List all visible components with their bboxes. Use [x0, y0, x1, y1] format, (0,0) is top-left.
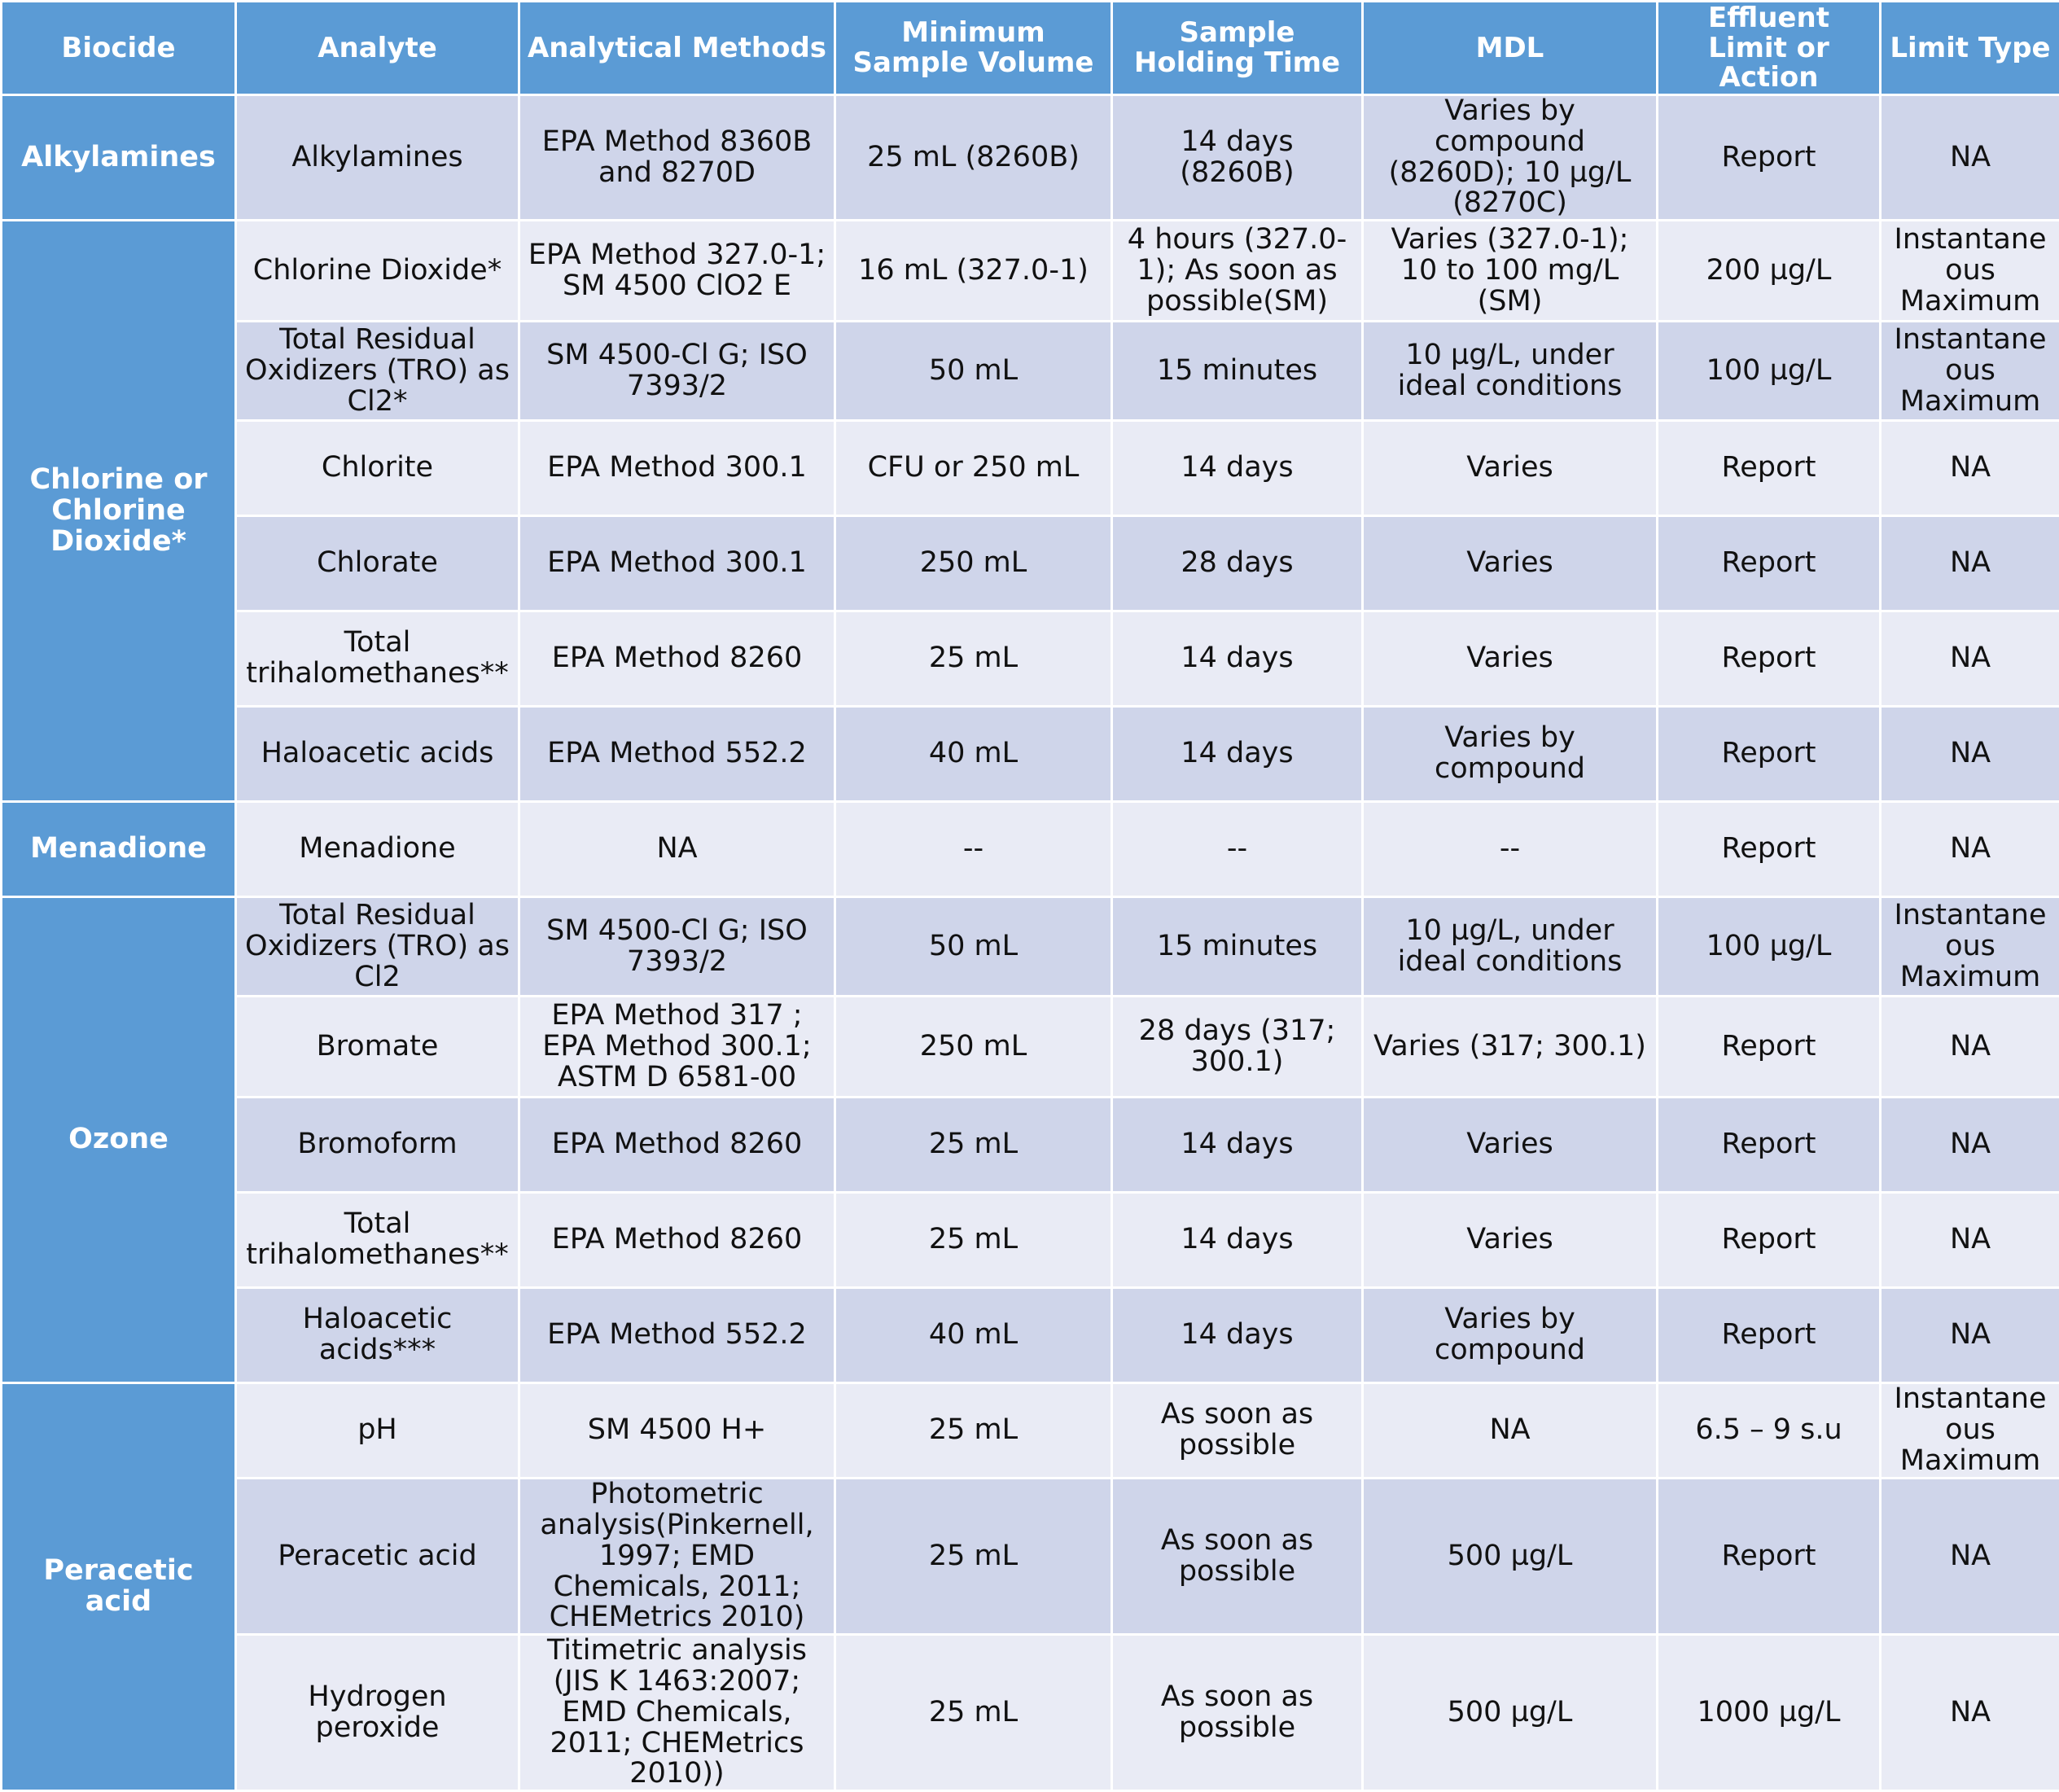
analytical-methods-cell: Titimetric analysis (JIS K 1463:2007; EMD Chemicals, 2011; CHEMetrics 2010)) — [519, 1635, 835, 1791]
header-minimum-sample-volume: Minimum Sample Volume — [835, 2, 1112, 95]
mdl-cell: 10 µg/L, under ideal conditions — [1363, 897, 1658, 997]
analytical-methods-cell: Photometric analysis(Pinkernell, 1997; EMD Chemicals, 2011; CHEMetrics 2010) — [519, 1479, 835, 1635]
effluent-limit-cell: Report — [1658, 1193, 1881, 1288]
sample-holding-time-cell: 4 hours (327.0-1); As soon as possible(SM) — [1112, 221, 1363, 322]
minimum-sample-volume-cell: CFU or 250 mL — [835, 421, 1112, 516]
analytical-methods-cell: EPA Method 552.2 — [519, 707, 835, 802]
effluent-limit-cell: 6.5 – 9 s.u — [1658, 1383, 1881, 1479]
mdl-cell: Varies (327.0-1); 10 to 100 mg/L (SM) — [1363, 221, 1658, 322]
effluent-limit-cell: 100 µg/L — [1658, 897, 1881, 997]
limit-type-cell: NA — [1881, 707, 2059, 802]
sample-holding-time-cell: 14 days — [1112, 1098, 1363, 1193]
minimum-sample-volume-cell: 25 mL — [835, 1383, 1112, 1479]
minimum-sample-volume-cell: 25 mL — [835, 1479, 1112, 1635]
sample-holding-time-cell: 28 days (317; 300.1) — [1112, 997, 1363, 1098]
effluent-limit-cell: Report — [1658, 1288, 1881, 1383]
mdl-cell: 500 µg/L — [1363, 1479, 1658, 1635]
sample-holding-time-cell: -- — [1112, 802, 1363, 897]
table-row — [2, 897, 2059, 997]
mdl-cell: Varies — [1363, 1193, 1658, 1288]
sample-holding-time-cell: 14 days — [1112, 1288, 1363, 1383]
table-row — [2, 95, 2059, 221]
minimum-sample-volume-cell: 50 mL — [835, 897, 1112, 997]
limit-type-cell: NA — [1881, 1288, 2059, 1383]
table-row — [2, 611, 2059, 707]
limit-type-cell: Instantaneous Maximum — [1881, 897, 2059, 997]
biocide-cell: Menadione — [2, 802, 236, 897]
limit-type-cell: NA — [1881, 997, 2059, 1098]
mdl-cell: Varies — [1363, 611, 1658, 707]
effluent-limit-cell: 200 µg/L — [1658, 221, 1881, 322]
analyte-cell: Chlorine Dioxide* — [236, 221, 519, 322]
minimum-sample-volume-cell: 40 mL — [835, 707, 1112, 802]
limit-type-cell: NA — [1881, 1098, 2059, 1193]
sample-holding-time-cell: 14 days (8260B) — [1112, 95, 1363, 221]
minimum-sample-volume-cell: 40 mL — [835, 1288, 1112, 1383]
analytical-methods-cell: EPA Method 327.0-1; SM 4500 ClO2 E — [519, 221, 835, 322]
sample-holding-time-cell: As soon as possible — [1112, 1383, 1363, 1479]
header-mdl: MDL — [1363, 2, 1658, 95]
mdl-cell: Varies by compound — [1363, 707, 1658, 802]
mdl-cell: Varies — [1363, 1098, 1658, 1193]
analyte-cell: Total trihalomethanes** — [236, 611, 519, 707]
sample-holding-time-cell: 15 minutes — [1112, 897, 1363, 997]
minimum-sample-volume-cell: 250 mL — [835, 997, 1112, 1098]
table-row — [2, 1635, 2059, 1791]
analytical-methods-cell: SM 4500 H+ — [519, 1383, 835, 1479]
analyte-cell: Haloacetic acids — [236, 707, 519, 802]
analyte-cell: Total Residual Oxidizers (TRO) as Cl2 — [236, 897, 519, 997]
effluent-limit-cell: Report — [1658, 802, 1881, 897]
sample-holding-time-cell: As soon as possible — [1112, 1635, 1363, 1791]
analyte-cell: Hydrogen peroxide — [236, 1635, 519, 1791]
table-row — [2, 1193, 2059, 1288]
sample-holding-time-cell: 14 days — [1112, 707, 1363, 802]
analyte-cell: Peracetic acid — [236, 1479, 519, 1635]
analyte-cell: Chlorite — [236, 421, 519, 516]
analytical-methods-cell: NA — [519, 802, 835, 897]
analyte-cell: pH — [236, 1383, 519, 1479]
limit-type-cell: NA — [1881, 516, 2059, 611]
sample-holding-time-cell: 14 days — [1112, 1193, 1363, 1288]
header-row — [2, 2, 2059, 95]
table-row — [2, 1479, 2059, 1635]
analyte-cell: Menadione — [236, 802, 519, 897]
limit-type-cell: NA — [1881, 802, 2059, 897]
biocide-cell: Chlorine or Chlorine Dioxide* — [2, 221, 236, 802]
effluent-limit-cell: Report — [1658, 707, 1881, 802]
effluent-limit-cell: 1000 µg/L — [1658, 1635, 1881, 1791]
minimum-sample-volume-cell: 25 mL — [835, 1193, 1112, 1288]
table-row — [2, 1288, 2059, 1383]
mdl-cell: Varies (317; 300.1) — [1363, 997, 1658, 1098]
analytical-methods-cell: EPA Method 8260 — [519, 1193, 835, 1288]
minimum-sample-volume-cell: 25 mL — [835, 611, 1112, 707]
table-row — [2, 322, 2059, 421]
limit-type-cell: NA — [1881, 611, 2059, 707]
effluent-limit-cell: Report — [1658, 1098, 1881, 1193]
effluent-limit-cell: Report — [1658, 95, 1881, 221]
minimum-sample-volume-cell: 25 mL — [835, 1098, 1112, 1193]
analytical-methods-cell: EPA Method 317 ; EPA Method 300.1; ASTM D 6581-00 — [519, 997, 835, 1098]
mdl-cell: Varies by compound — [1363, 1288, 1658, 1383]
analyte-cell: Total Residual Oxidizers (TRO) as Cl2* — [236, 322, 519, 421]
limit-type-cell: NA — [1881, 1193, 2059, 1288]
header-analyte: Analyte — [236, 2, 519, 95]
effluent-limit-cell: 100 µg/L — [1658, 322, 1881, 421]
analyte-cell: Bromate — [236, 997, 519, 1098]
analyte-cell: Alkylamines — [236, 95, 519, 221]
analyte-cell: Total trihalomethanes** — [236, 1193, 519, 1288]
biocide-cell: Ozone — [2, 897, 236, 1383]
analytical-methods-cell: EPA Method 300.1 — [519, 516, 835, 611]
table-row — [2, 421, 2059, 516]
header-effluent-limit: Effluent Limit or Action — [1658, 2, 1881, 95]
minimum-sample-volume-cell: 50 mL — [835, 322, 1112, 421]
table-row — [2, 802, 2059, 897]
effluent-limit-cell: Report — [1658, 1479, 1881, 1635]
minimum-sample-volume-cell: 25 mL (8260B) — [835, 95, 1112, 221]
header-limit-type: Limit Type — [1881, 2, 2059, 95]
sample-holding-time-cell: 14 days — [1112, 611, 1363, 707]
analyte-cell: Bromoform — [236, 1098, 519, 1193]
table-body — [2, 95, 2059, 1791]
table-row — [2, 221, 2059, 322]
effluent-limit-cell: Report — [1658, 516, 1881, 611]
analytical-methods-cell: EPA Method 552.2 — [519, 1288, 835, 1383]
mdl-cell: Varies by compound (8260D); 10 µg/L (8270C) — [1363, 95, 1658, 221]
header-sample-holding-time: Sample Holding Time — [1112, 2, 1363, 95]
sample-holding-time-cell: 28 days — [1112, 516, 1363, 611]
effluent-limit-cell: Report — [1658, 421, 1881, 516]
mdl-cell: NA — [1363, 1383, 1658, 1479]
limit-type-cell: NA — [1881, 1479, 2059, 1635]
analyte-cell: Chlorate — [236, 516, 519, 611]
table-row — [2, 707, 2059, 802]
table-row — [2, 1383, 2059, 1479]
analyte-cell: Haloacetic acids*** — [236, 1288, 519, 1383]
analytical-methods-cell: EPA Method 8260 — [519, 1098, 835, 1193]
mdl-cell: 10 µg/L, under ideal conditions — [1363, 322, 1658, 421]
minimum-sample-volume-cell: 25 mL — [835, 1635, 1112, 1791]
biocide-cell: Alkylamines — [2, 95, 236, 221]
limit-type-cell: Instantaneous Maximum — [1881, 322, 2059, 421]
mdl-cell: 500 µg/L — [1363, 1635, 1658, 1791]
header-biocide: Biocide — [2, 2, 236, 95]
minimum-sample-volume-cell: 250 mL — [835, 516, 1112, 611]
table-row — [2, 1098, 2059, 1193]
mdl-cell: Varies — [1363, 421, 1658, 516]
sample-holding-time-cell: As soon as possible — [1112, 1479, 1363, 1635]
limit-type-cell: NA — [1881, 421, 2059, 516]
header-analytical-methods: Analytical Methods — [519, 2, 835, 95]
limit-type-cell: NA — [1881, 95, 2059, 221]
minimum-sample-volume-cell: 16 mL (327.0-1) — [835, 221, 1112, 322]
effluent-limit-cell: Report — [1658, 997, 1881, 1098]
sample-holding-time-cell: 14 days — [1112, 421, 1363, 516]
analytical-methods-cell: EPA Method 8360B and 8270D — [519, 95, 835, 221]
analytical-methods-cell: EPA Method 300.1 — [519, 421, 835, 516]
mdl-cell: Varies — [1363, 516, 1658, 611]
sample-holding-time-cell: 15 minutes — [1112, 322, 1363, 421]
minimum-sample-volume-cell: -- — [835, 802, 1112, 897]
limit-type-cell: Instantaneous Maximum — [1881, 221, 2059, 322]
table-row — [2, 516, 2059, 611]
limit-type-cell: Instantaneous Maximum — [1881, 1383, 2059, 1479]
mdl-cell: -- — [1363, 802, 1658, 897]
analytical-methods-cell: SM 4500-Cl G; ISO 7393/2 — [519, 322, 835, 421]
analytical-methods-cell: SM 4500-Cl G; ISO 7393/2 — [519, 897, 835, 997]
analytical-methods-cell: EPA Method 8260 — [519, 611, 835, 707]
limit-type-cell: NA — [1881, 1635, 2059, 1791]
biocide-cell: Peracetic acid — [2, 1383, 236, 1791]
effluent-limit-cell: Report — [1658, 611, 1881, 707]
table-row — [2, 997, 2059, 1098]
